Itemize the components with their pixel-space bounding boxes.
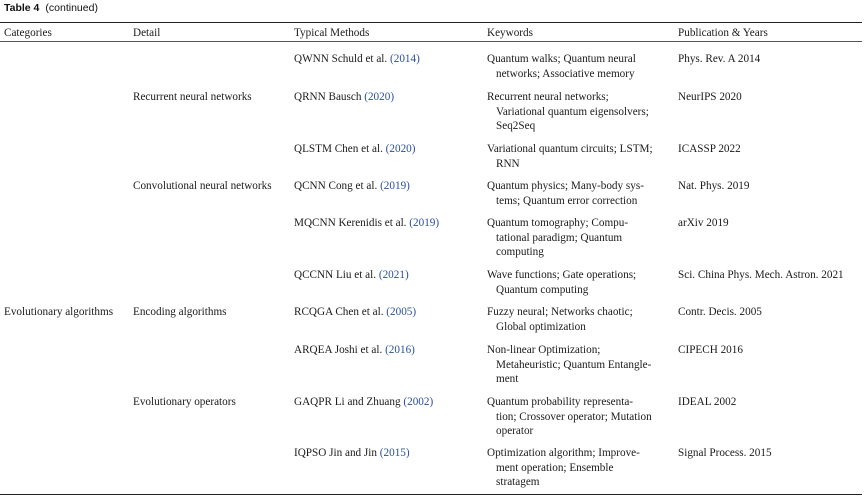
method-year-link[interactable]: (2021) (378, 269, 409, 281)
cell-publication: CIPECH 2016 (678, 344, 743, 356)
cell-detail: Convolutional neural networks (133, 180, 272, 192)
method-name: MQCNN Kerenidis et al. (294, 217, 407, 229)
cell-keywords (487, 216, 667, 260)
cell-method (294, 305, 482, 320)
cell-method (294, 179, 482, 194)
cell-keywords (487, 52, 667, 81)
keyword-line: Recurrent neural networks; (487, 91, 609, 103)
method-name: IQPSO Jin and Jin (294, 447, 377, 459)
cell-publication: Signal Process. 2015 (678, 447, 772, 459)
method-name: QCCNN Liu et al. (294, 269, 377, 281)
cell-publication: NeurIPS 2020 (678, 91, 742, 103)
method-year-link[interactable]: (2019) (380, 180, 410, 192)
keyword-line: Metaheuristic; Quantum Entangle- (496, 358, 652, 371)
cell-publication: ICASSP 2022 (678, 143, 741, 155)
cell-category: Evolutionary algorithms (4, 306, 114, 318)
method-name: RCQGA Chen et al. (294, 306, 384, 318)
method-year-link[interactable]: (2016) (385, 344, 415, 356)
method-name: QLSTM Chen et al. (294, 143, 383, 155)
cell-keywords (487, 142, 667, 171)
method-name: QRNN Bausch (294, 91, 362, 103)
cell-method (294, 142, 482, 157)
keyword-line: stratagem (496, 476, 540, 488)
cell-publication: IDEAL 2002 (678, 396, 737, 408)
cell-keywords (487, 179, 667, 208)
caption-label: Table 4 (4, 2, 40, 14)
caption-continued: (continued) (45, 2, 98, 14)
cell-method (294, 343, 482, 358)
cell-publication: Sci. China Phys. Mech. Astron. 2021 (678, 269, 844, 281)
method-year-link[interactable]: (2020) (364, 91, 395, 103)
keyword-line: Quantum computing (496, 283, 589, 296)
keyword-line: tion; Crossover operator; Mutation (496, 410, 652, 423)
keyword-line: networks; Associative memory (496, 67, 635, 80)
cell-method (294, 446, 482, 461)
keyword-line: Quantum probability representa- (487, 396, 634, 408)
keyword-line: RNN (496, 157, 520, 170)
cell-publication: Phys. Rev. A 2014 (678, 53, 761, 65)
cell-method (294, 52, 482, 67)
header-publication: Publication & Years (678, 27, 768, 39)
cell-method (294, 268, 482, 283)
cell-detail: Recurrent neural networks (133, 91, 252, 103)
cell-keywords (487, 395, 667, 439)
method-year-link[interactable]: (2019) (409, 217, 440, 229)
cell-keywords (487, 343, 667, 387)
method-year-link[interactable]: (2014) (390, 53, 420, 65)
keyword-line: operator (496, 425, 534, 437)
keyword-line: tational paradigm; Quantum (496, 231, 623, 244)
keyword-line: Variational quantum eigensolvers; (496, 105, 649, 118)
method-name: ARQEA Joshi et al. (294, 344, 383, 356)
keyword-line: ment (496, 373, 519, 385)
method-year-link[interactable]: (2020) (385, 143, 416, 155)
cell-detail: Encoding algorithms (133, 306, 227, 318)
cell-publication: Contr. Decis. 2005 (678, 306, 762, 318)
cell-keywords (487, 446, 667, 490)
keyword-line: Seq2Seq (496, 120, 536, 132)
keyword-line: Quantum walks; Quantum neural (487, 53, 636, 65)
cell-method (294, 395, 482, 410)
header-categories: Categories (4, 27, 52, 39)
method-name: QCNN Cong et al. (294, 180, 378, 192)
keyword-line: Non-linear Optimization; (487, 344, 601, 356)
table-header (0, 26, 862, 40)
table-bottom-rule (0, 494, 862, 495)
method-name: QWNN Schuld et al. (294, 53, 388, 65)
method-year-link[interactable]: (2002) (403, 396, 434, 408)
cell-method (294, 216, 482, 231)
cell-keywords (487, 90, 667, 134)
cell-method (294, 90, 482, 105)
method-name: GAQPR Li and Zhuang (294, 396, 401, 408)
cell-publication: arXiv 2019 (678, 217, 729, 229)
keyword-line: computing (496, 246, 544, 258)
keyword-line: Optimization algorithm; Improve- (487, 447, 640, 459)
keyword-line: tems; Quantum error correction (496, 194, 638, 207)
keyword-line: Quantum tomography; Compu- (487, 217, 629, 229)
header-detail: Detail (133, 27, 161, 39)
method-year-link[interactable]: (2015) (379, 447, 410, 459)
cell-keywords (487, 305, 667, 334)
keyword-line: Global optimization (496, 320, 586, 333)
cell-detail: Evolutionary operators (133, 396, 236, 408)
table-caption (4, 2, 98, 14)
keyword-line: Wave functions; Gate operations; (487, 269, 637, 281)
keyword-line: Quantum physics; Many-body sys- (487, 180, 644, 192)
header-methods: Typical Methods (294, 27, 370, 39)
header-keywords: Keywords (487, 27, 533, 39)
cell-keywords (487, 268, 667, 297)
keyword-line: Variational quantum circuits; LSTM; (487, 143, 653, 155)
table-top-rule (0, 22, 862, 23)
cell-publication: Nat. Phys. 2019 (678, 180, 750, 192)
method-year-link[interactable]: (2005) (386, 306, 417, 318)
keyword-line: Fuzzy neural; Networks chaotic; (487, 306, 633, 318)
table-header-rule (0, 41, 862, 42)
keyword-line: ment operation; Ensemble (496, 461, 614, 474)
